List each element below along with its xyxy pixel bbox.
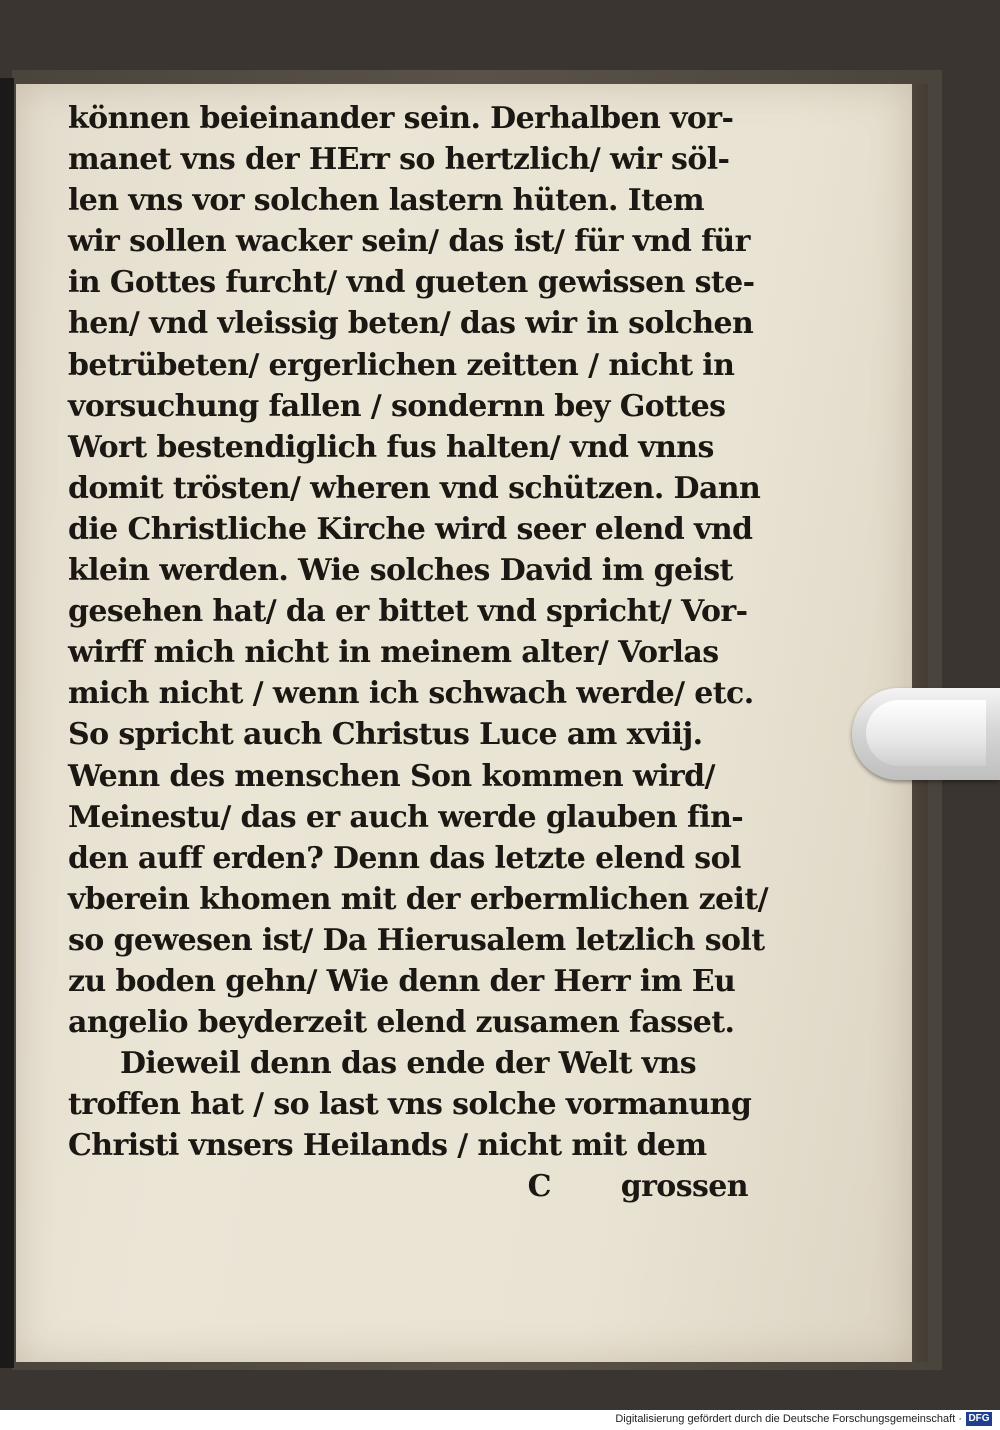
text-line: den auff erden? Denn das letzte elend sol (68, 840, 741, 876)
text-line: vberein khomen mit der erbermlichen zeit/ (68, 881, 768, 917)
text-line: zu boden gehn/ Wie denn der Herr im Eu (68, 963, 736, 999)
page-clip-highlight (866, 700, 986, 766)
text-line: manet vns der HErr so hertzlich/ wir söl- (68, 142, 730, 178)
text-line: Dieweil denn das ende der Welt vns (120, 1046, 697, 1082)
text-line: Meinestu/ das er auch werde glauben fin- (68, 799, 744, 835)
scan-left-edge (0, 78, 14, 1368)
text-line: die Christliche Kirche wird seer elend vnd (68, 511, 753, 547)
text-line: so gewesen ist/ Da Hierusalem letzlich solt (68, 922, 765, 958)
text-line: wirff mich nicht in meinem alter/ Vorlas (68, 635, 719, 671)
signature-and-catchword (68, 1166, 748, 1207)
text-line: vorsuchung fallen / sondernn bey Gottes (68, 388, 726, 424)
text-line: gesehen hat/ da er bittet vnd spricht/ Vor- (68, 594, 748, 630)
text-line: Christi vnsers Heilands / nicht mit dem (68, 1128, 707, 1164)
footer-bar (0, 1410, 1000, 1430)
page-text (68, 98, 768, 1208)
text-line: in Gottes furcht/ vnd gueten gewissen ste- (68, 265, 755, 301)
signature-mark: C (527, 1169, 551, 1205)
text-line: len vns vor solchen lastern hüten. Item (68, 183, 705, 219)
funding-credit: Digitalisierung gefördert durch die Deutsche Forschungsgemeinschaft · (615, 1413, 962, 1425)
text-line: troffen hat / so last vns solche vormanung (68, 1087, 752, 1123)
text-line: domit trösten/ wheren vnd schützen. Dann (68, 470, 761, 506)
text-line: So spricht auch Christus Luce am xviij. (68, 717, 703, 753)
text-line: Wenn des menschen Son kommen wird/ (68, 758, 715, 794)
text-line: hen/ vnd vleissig beten/ das wir in solchen (68, 306, 754, 342)
text-line: mich nicht / wenn ich schwach werde/ etc. (68, 676, 754, 712)
catchword: grossen (620, 1169, 748, 1205)
text-line: Wort bestendiglich fus halten/ vnd vnns (68, 429, 714, 465)
text-line: wir sollen wacker sein/ das ist/ für vnd für (68, 224, 750, 260)
text-line: betrübeten/ ergerlichen zeitten / nicht in (68, 347, 735, 383)
text-line: können beieinander sein. Derhalben vor- (68, 101, 734, 136)
page-clip (852, 688, 1000, 780)
dfg-logo: DFG (966, 1412, 992, 1426)
text-line: klein werden. Wie solches David im geist (68, 553, 733, 589)
text-line: angelio beyderzeit elend zusamen fasset. (68, 1005, 735, 1041)
